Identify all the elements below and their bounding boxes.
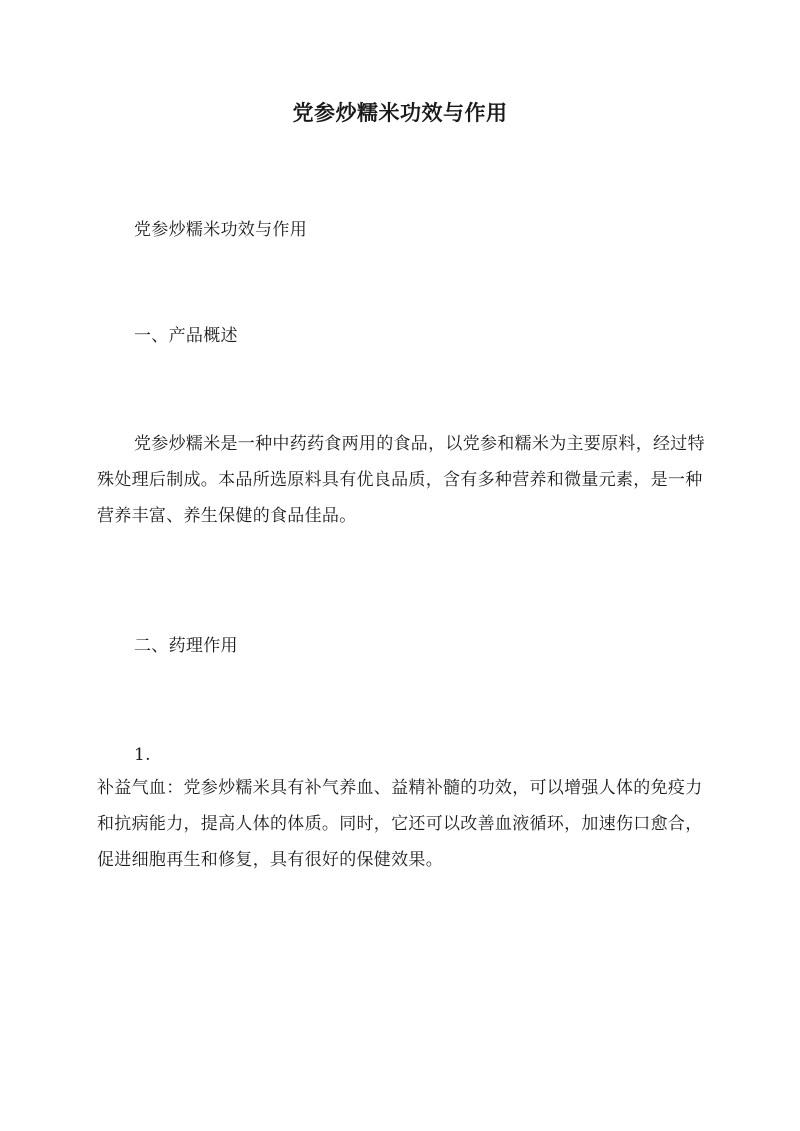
- section-heading-overview: 一、产品概述: [134, 326, 238, 346]
- list-item-number: 1.: [134, 745, 151, 765]
- list-item-body: 补益气血：党参炒糯米具有补气养血、益精补髓的功效，可以增强人体的免疫力和抗病能力，提高人体的体质。同时，它还可以改善血液循环，加速伤口愈合，促进细胞再生和修复，具有很好的保健效果。: [97, 778, 703, 870]
- section-heading-pharmacology: 二、药理作用: [134, 636, 238, 656]
- section-body-overview: 党参炒糯米是一种中药药食两用的食品，以党参和糯米为主要原料，经过特殊处理后制成。本品所选原料具有优良品质，含有多种营养和微量元素，是一种营养丰富、养生保健的食品佳品。: [97, 434, 705, 526]
- document-subtitle: 党参炒糯米功效与作用: [134, 220, 307, 240]
- document-title: 党参炒糯米功效与作用: [292, 100, 508, 125]
